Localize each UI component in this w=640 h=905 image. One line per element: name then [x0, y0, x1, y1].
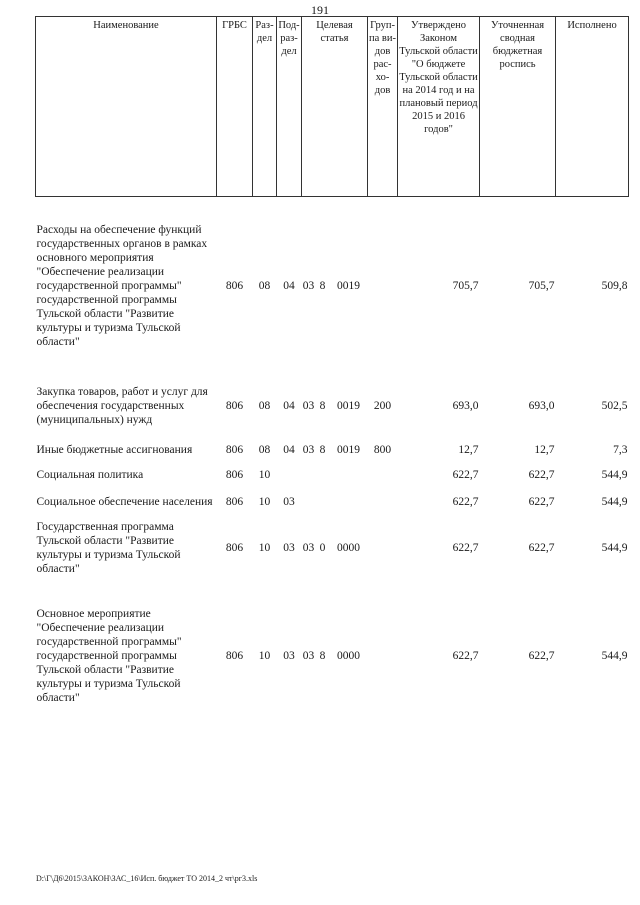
row-vid: [368, 517, 398, 579]
row-grbs: 806: [225, 400, 244, 412]
row-utverzhdeno: 12,7: [458, 444, 479, 456]
row-utverzhdeno: 622,7: [452, 469, 479, 481]
row-vid: [368, 463, 398, 487]
row-utochnennaya: 622,7: [528, 469, 555, 481]
row-cs-sub: 0: [319, 542, 326, 554]
row-podrazdel: 03: [283, 650, 295, 662]
row-razdel: 08: [258, 280, 271, 292]
row-utverzhdeno: 705,7: [452, 280, 479, 292]
row-name: Основное мероприятие "Обеспечение реализации государственной программы" государственной программы Тульской области "Развитие культуры и туризма Тульской области": [36, 608, 182, 704]
row-utochnennaya: 705,7: [528, 280, 555, 292]
row-utverzhdeno: 622,7: [452, 496, 479, 508]
row-cs-code: 0019: [337, 444, 361, 456]
row-cs-code: 0000: [337, 650, 361, 662]
row-vid: [368, 597, 398, 715]
budget-table: [35, 16, 629, 715]
row-razdel: 08: [258, 444, 271, 456]
row-podrazdel: 03: [283, 496, 295, 508]
header-celevaya-statya: Целевая статья: [302, 17, 368, 197]
row-cs-sub: [316, 463, 330, 487]
table-row: [36, 463, 629, 487]
row-utochnennaya: 622,7: [528, 650, 555, 662]
row-grbs: 806: [225, 650, 244, 662]
page-number: 191: [311, 3, 329, 17]
row-utochnennaya: 622,7: [528, 542, 555, 554]
row-name: Иные бюджетные ассигнования: [36, 444, 193, 456]
row-utochnennaya: 622,7: [528, 496, 555, 508]
row-vid: [368, 487, 398, 517]
row-cs-program: 03: [302, 542, 315, 554]
row-cs-sub: [316, 487, 330, 517]
header-vid-rashodov: Груп-па ви-дов рас-хо-дов: [368, 17, 398, 197]
row-cs-program: [302, 487, 316, 517]
header-grbs: ГРБС: [217, 17, 253, 197]
header-utochnennaya: Уточненная сводная бюджетная роспись: [480, 17, 556, 197]
row-cs-code: 0019: [337, 280, 361, 292]
table-row: [36, 517, 629, 579]
row-cs-program: 03: [302, 280, 315, 292]
table-row: [36, 597, 629, 715]
header-ispolneno: Исполнено: [556, 17, 629, 197]
row-cs-sub: 8: [319, 280, 326, 292]
row-ispolneno: 509,8: [601, 280, 628, 292]
row-vid: 800: [373, 444, 392, 456]
row-vid: 200: [373, 400, 392, 412]
row-razdel: 10: [258, 496, 271, 508]
row-cs-sub: 8: [319, 650, 326, 662]
row-name: Социальная политика: [36, 469, 144, 481]
row-cs-code: [330, 487, 368, 517]
row-podrazdel: [277, 463, 302, 487]
file-path-footer: D:\Г\Д6\2015\ЗАКОН\ЗАС_16\Исп. бюджет ТО 2014_2 чт\рг3.xls: [36, 874, 258, 883]
row-razdel: 08: [258, 400, 271, 412]
row-name: Социальное обеспечение населения: [36, 496, 213, 508]
row-cs-program: 03: [302, 650, 315, 662]
row-podrazdel: 03: [283, 542, 295, 554]
row-name: Расходы на обеспечение функций государственных органов в рамках основного мероприятия "Обеспечение реализации государственной программы" государственной программы Тульской области "Развитие культуры и туризма Тульской области": [36, 224, 208, 348]
row-name: Государственная программа Тульской области "Развитие культуры и туризма Тульской области": [36, 521, 181, 575]
row-vid: [368, 215, 398, 357]
table-row: [36, 487, 629, 517]
row-cs-code: 0019: [337, 400, 361, 412]
row-ispolneno: 544,9: [601, 542, 628, 554]
row-ispolneno: 502,5: [601, 400, 628, 412]
header-row: [36, 17, 629, 197]
row-grbs: 806: [225, 444, 244, 456]
row-cs-program: [302, 463, 316, 487]
table-row: [36, 375, 629, 437]
header-razdel: Раз-дел: [253, 17, 277, 197]
row-cs-code: 0000: [337, 542, 361, 554]
row-utochnennaya: 12,7: [534, 444, 555, 456]
row-cs-program: 03: [302, 400, 315, 412]
row-podrazdel: 04: [283, 280, 295, 292]
row-razdel: 10: [258, 542, 271, 554]
table-row: [36, 215, 629, 357]
row-utochnennaya: 693,0: [528, 400, 555, 412]
row-grbs: 806: [225, 280, 244, 292]
row-ispolneno: 7,3: [613, 444, 628, 456]
header-name: Наименование: [36, 17, 217, 197]
row-utverzhdeno: 622,7: [452, 650, 479, 662]
row-ispolneno: 544,9: [601, 469, 628, 481]
row-utverzhdeno: 693,0: [452, 400, 479, 412]
header-podrazdel: Под-раз-дел: [277, 17, 302, 197]
row-cs-program: 03: [302, 444, 315, 456]
table-row: [36, 437, 629, 463]
row-grbs: 806: [225, 542, 244, 554]
row-grbs: 806: [225, 496, 244, 508]
row-utverzhdeno: 622,7: [452, 542, 479, 554]
row-podrazdel: 04: [283, 400, 295, 412]
row-cs-sub: 8: [319, 400, 326, 412]
row-podrazdel: 04: [283, 444, 295, 456]
row-cs-code: [330, 463, 368, 487]
row-razdel: 10: [258, 650, 271, 662]
row-name: Закупка товаров, работ и услуг для обеспечения государственных (муниципальных) нужд: [36, 386, 208, 426]
row-grbs: 806: [225, 469, 244, 481]
row-ispolneno: 544,9: [601, 650, 628, 662]
row-cs-sub: 8: [319, 444, 326, 456]
header-utverzhdeno: Утверждено Законом Тульской области "О бюджете Тульской области на 2014 год и на плановый период 2015 и 2016 годов": [398, 17, 480, 197]
row-ispolneno: 544,9: [601, 496, 628, 508]
row-razdel: 10: [258, 469, 271, 481]
